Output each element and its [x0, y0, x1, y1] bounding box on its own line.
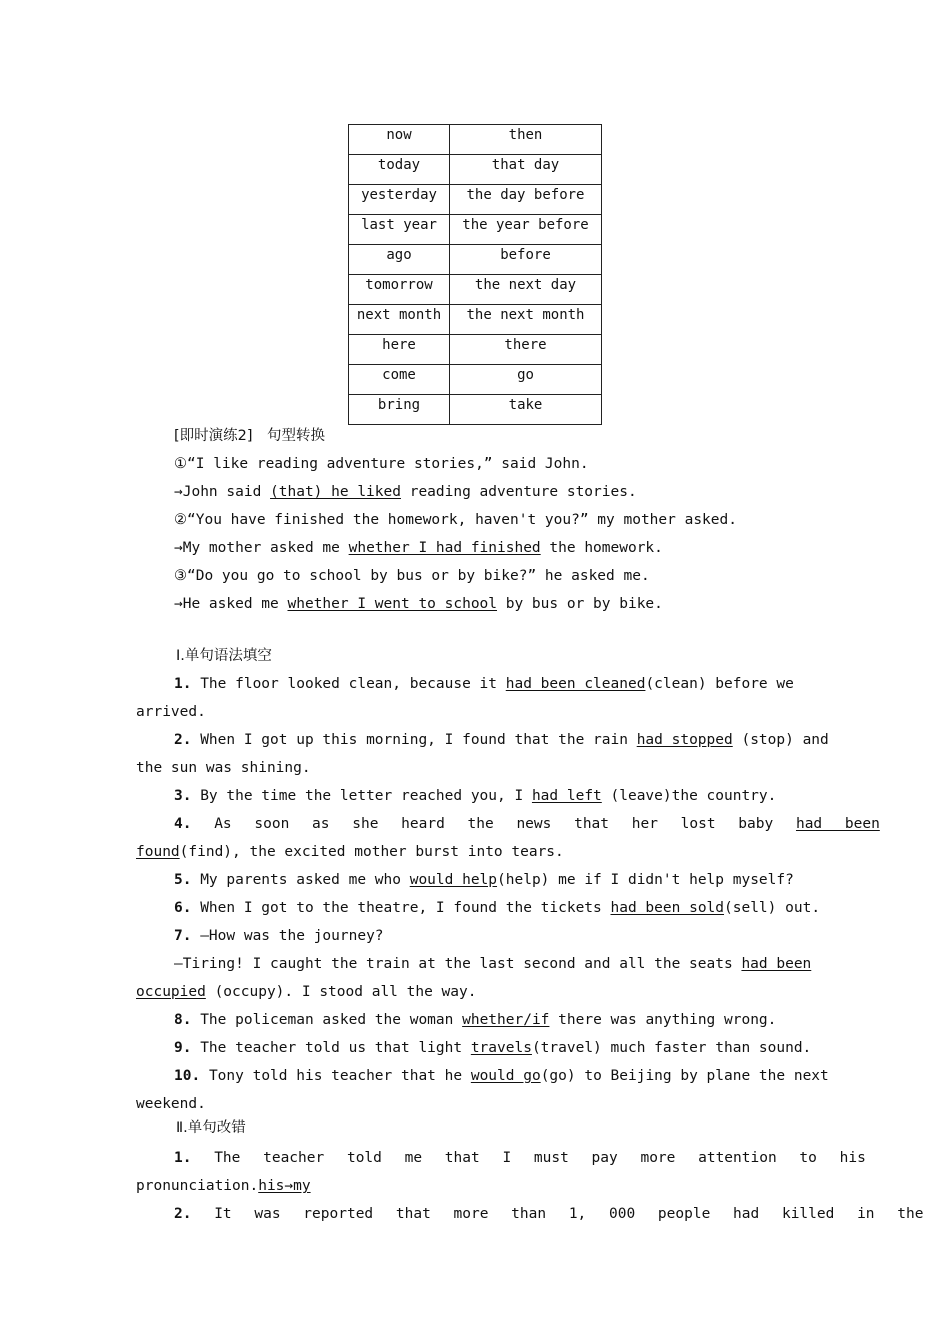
practice-answer-2 — [174, 538, 663, 558]
answer-text: →He asked me — [174, 596, 288, 612]
exercise-7-cont — [136, 982, 476, 1002]
exercise-6 — [174, 898, 820, 918]
correction-1 — [174, 1148, 866, 1168]
exercise-4-cont — [136, 842, 564, 862]
reported-speech-word: then — [450, 125, 602, 155]
answer-blank: had been — [795, 816, 880, 832]
table-row — [349, 125, 602, 155]
exercise-text: The policeman asked the woman — [200, 1012, 463, 1028]
practice-answer-1 — [174, 482, 637, 502]
correction-2 — [174, 1204, 923, 1224]
exercise-7-line2 — [174, 954, 811, 974]
exercise-8 — [174, 1010, 776, 1030]
exercise-10 — [174, 1066, 829, 1086]
answer-blank: found — [136, 844, 180, 860]
exercise-number: 2. — [174, 1206, 192, 1222]
answer-blank: (that) he liked — [270, 484, 401, 500]
answer-text: →John said — [174, 484, 271, 500]
answer-blank: travels — [470, 1040, 532, 1056]
exercise-text: As soon as she heard the news that her lost baby — [214, 816, 796, 832]
reported-speech-word: the year before — [450, 215, 602, 245]
table-row — [349, 155, 602, 185]
exercise-4 — [174, 814, 880, 834]
word-conversion-table — [348, 124, 602, 425]
exercise-text: —Tiring! I caught the train at the last second and all the seats — [174, 956, 742, 972]
exercise-number: 4. — [174, 816, 192, 832]
reported-speech-word: take — [450, 395, 602, 425]
exercise-text: When I got up this morning, I found that the rain — [200, 732, 637, 748]
direct-speech-word: bring — [349, 395, 450, 425]
exercise-1-cont: arrived. — [136, 704, 206, 720]
direct-speech-word: now — [349, 125, 450, 155]
reported-speech-word: the day before — [450, 185, 602, 215]
exercise-2 — [174, 730, 829, 750]
exercise-text: (leave)the country. — [601, 788, 777, 804]
direct-speech-word: last year — [349, 215, 450, 245]
direct-speech-word: here — [349, 335, 450, 365]
exercise-number: 10. — [174, 1068, 201, 1084]
exercise-text: (find), the excited mother burst into tears. — [179, 844, 564, 860]
exercise-1 — [174, 674, 794, 694]
exercise-text: The floor looked clean, because it — [200, 676, 506, 692]
exercise-number: 8. — [174, 1012, 192, 1028]
exercise-text: (stop) and — [732, 732, 829, 748]
reported-speech-word: go — [450, 365, 602, 395]
table-body — [349, 125, 602, 425]
exercise-text: (go) to Beijing by plane the next — [540, 1068, 829, 1084]
direct-speech-word: yesterday — [349, 185, 450, 215]
exercise-text: The teacher told me that I must pay more attention to his — [214, 1150, 866, 1166]
exercise-10-cont: weekend. — [136, 1096, 206, 1112]
direct-speech-word: ago — [349, 245, 450, 275]
answer-text: by bus or by bike. — [497, 596, 663, 612]
exercise-5 — [174, 870, 794, 890]
answer-blank: had left — [531, 788, 602, 804]
exercise-text: —How was the journey? — [200, 928, 384, 944]
table-row — [349, 395, 602, 425]
reported-speech-word: the next month — [450, 305, 602, 335]
exercise-number: 7. — [174, 928, 192, 944]
exercise-text: Tony told his teacher that he — [208, 1068, 471, 1084]
correction-1-cont — [136, 1176, 311, 1196]
direct-speech-word: tomorrow — [349, 275, 450, 305]
answer-blank: whether I went to school — [287, 596, 498, 612]
exercise-text: there was anything wrong. — [549, 1012, 777, 1028]
direct-speech-word: next month — [349, 305, 450, 335]
practice-question-3: ③“Do you go to school by bus or by bike?” he asked me. — [174, 568, 650, 584]
exercise-number: 1. — [174, 676, 192, 692]
exercise-7 — [174, 926, 384, 946]
answer-blank: occupied — [136, 984, 206, 1000]
answer-blank: had been cleaned — [505, 676, 646, 692]
answer-text: reading adventure stories. — [400, 484, 637, 500]
exercise-text: My parents asked me who — [200, 872, 410, 888]
exercise-number: 5. — [174, 872, 192, 888]
direct-speech-word: today — [349, 155, 450, 185]
table-row — [349, 335, 602, 365]
reported-speech-word: that day — [450, 155, 602, 185]
exercise-text: (help) me if I didn't help myself? — [497, 872, 794, 888]
table-row — [349, 365, 602, 395]
table-row — [349, 245, 602, 275]
exercise-number: 3. — [174, 788, 192, 804]
exercise-text: (sell) out. — [724, 900, 821, 916]
exercise-text: By the time the letter reached you, I — [200, 788, 532, 804]
section-2-heading: Ⅱ.单句改错 — [176, 1120, 246, 1136]
answer-blank: had stopped — [636, 732, 733, 748]
exercise-text: (clean) before we — [645, 676, 794, 692]
table-row — [349, 275, 602, 305]
exercise-text: It was reported that more than 1, 000 people had killed in the — [214, 1206, 924, 1222]
answer-blank: had been sold — [610, 900, 725, 916]
exercise-number: 1. — [174, 1150, 192, 1166]
exercise-number: 9. — [174, 1040, 192, 1056]
answer-blank: whether I had finished — [348, 540, 541, 556]
answer-text: the homework. — [540, 540, 663, 556]
exercise-2-cont: the sun was shining. — [136, 760, 311, 776]
exercise-3 — [174, 786, 776, 806]
table-row — [349, 215, 602, 245]
exercise-number: 6. — [174, 900, 192, 916]
exercise-text: (occupy). I stood all the way. — [205, 984, 477, 1000]
answer-blank: would go — [470, 1068, 541, 1084]
table-row — [349, 185, 602, 215]
answer-text: →My mother asked me — [174, 540, 349, 556]
exercise-text: (travel) much faster than sound. — [531, 1040, 812, 1056]
answer-blank: would help — [409, 872, 498, 888]
section-1-heading: Ⅰ.单句语法填空 — [176, 648, 272, 664]
exercise-text: pronunciation. — [136, 1178, 259, 1194]
direct-speech-word: come — [349, 365, 450, 395]
exercise-9 — [174, 1038, 811, 1058]
practice-heading: [即时演练2] 句型转换 — [174, 428, 326, 444]
reported-speech-word: there — [450, 335, 602, 365]
answer-blank: whether/if — [462, 1012, 550, 1028]
exercise-text: The teacher told us that light — [200, 1040, 471, 1056]
reported-speech-word: before — [450, 245, 602, 275]
practice-question-1: ①“I like reading adventure stories,” said John. — [174, 456, 589, 472]
reported-speech-word: the next day — [450, 275, 602, 305]
answer-blank: had been — [741, 956, 812, 972]
table-row — [349, 305, 602, 335]
practice-answer-3 — [174, 594, 663, 614]
practice-question-2: ②“You have finished the homework, haven't you?” my mother asked. — [174, 512, 737, 528]
exercise-text: When I got to the theatre, I found the tickets — [200, 900, 611, 916]
exercise-number: 2. — [174, 732, 192, 748]
answer-blank: his→my — [258, 1178, 311, 1194]
